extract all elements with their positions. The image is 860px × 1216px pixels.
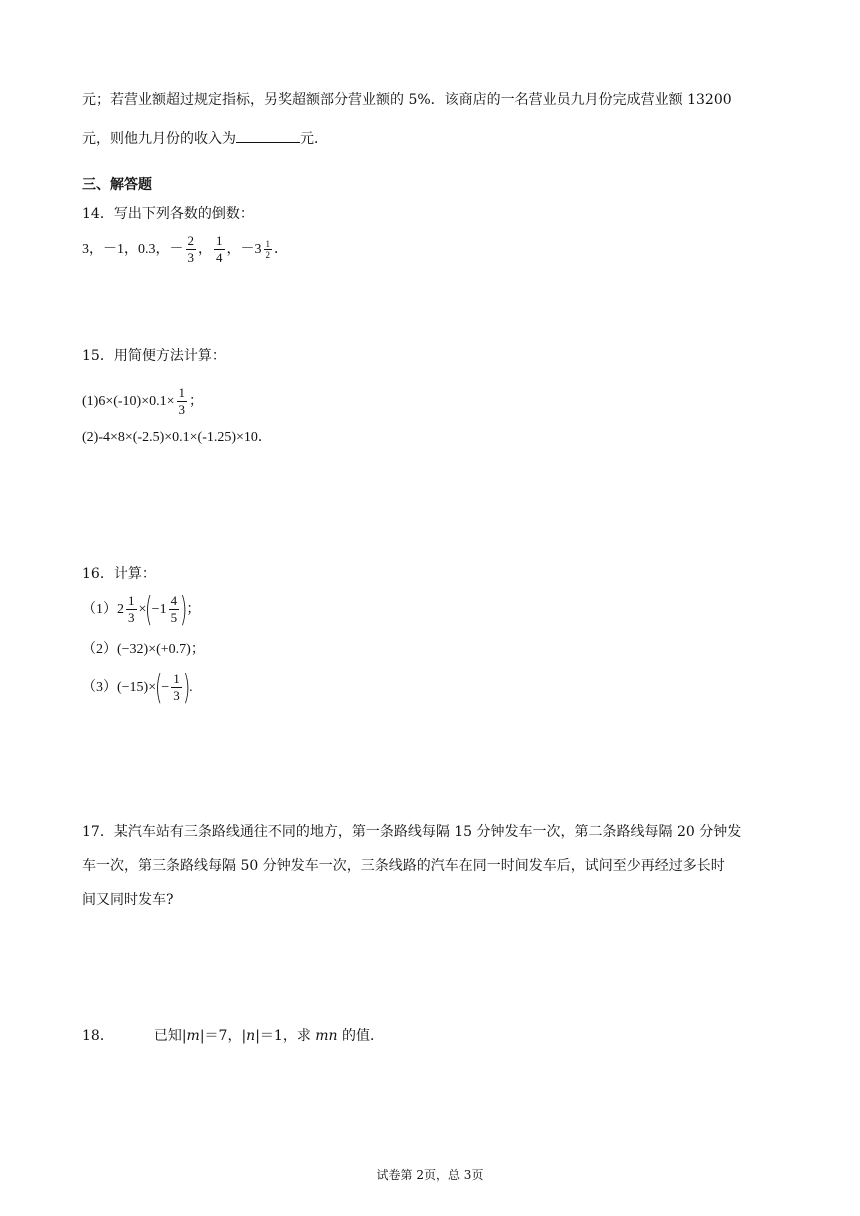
- right-paren: ): [182, 667, 191, 708]
- fraction-denominator: 3: [187, 250, 194, 266]
- separator: ，－3: [226, 242, 262, 257]
- separator: ，: [198, 242, 212, 257]
- fraction-denominator: 5: [170, 610, 178, 626]
- fraction-numerator: 2: [187, 233, 194, 249]
- left-paren: (: [145, 589, 153, 630]
- variable-m: m: [186, 1028, 200, 1044]
- q16-fraction-3: [171, 671, 182, 704]
- fraction-numerator: 1: [128, 593, 135, 609]
- fraction-numerator: 1: [216, 233, 223, 249]
- q13-text: 元，则他九月份的收入为: [82, 131, 236, 147]
- q14-items: [82, 232, 288, 268]
- mixed-whole: −1: [151, 602, 167, 617]
- q13-line-2: [82, 128, 328, 149]
- q16-prompt: 16．计算：: [82, 566, 156, 582]
- semicolon: ；: [189, 394, 203, 409]
- q14-item-text: 3，－1，0.3，－: [82, 242, 184, 257]
- fraction-denominator: 3: [128, 610, 135, 626]
- q15-fraction: [177, 385, 188, 418]
- q17-line-1: 17．某汽车站有三条路线通往不同的地方，第一条路线每隔 15 分钟发车一次，第二条路线每隔 20 分钟发: [82, 824, 742, 840]
- minus-sign: −: [161, 680, 170, 695]
- mixed-whole: 2: [117, 602, 124, 617]
- q14-fraction-2: [214, 233, 225, 266]
- fraction-denominator: 2: [265, 250, 270, 261]
- q18-text: |＝1，求: [255, 1028, 311, 1044]
- q17-line-2: 车一次，第三条路线每隔 50 分钟发车一次，三条线路的汽车在同一时间发车后，试问至少再经过多长时: [82, 858, 725, 874]
- q15-prompt: 15．用简便方法计算：: [82, 348, 226, 364]
- q16-part-2: （2）(−32)×(+0.7)；: [82, 642, 205, 657]
- times-sign: ×: [138, 602, 147, 617]
- q18-text: 已知|: [153, 1028, 187, 1044]
- q14-fraction-3: [264, 239, 273, 260]
- q18-text: 的值．: [342, 1028, 385, 1044]
- part-label: （1）: [82, 602, 117, 617]
- page-footer: 试卷第 2页，总 3页: [376, 1168, 484, 1182]
- section-title: 三、解答题: [82, 177, 152, 193]
- q13-unit: 元．: [300, 131, 328, 147]
- fraction-denominator: 4: [216, 250, 223, 266]
- period: .: [189, 680, 193, 695]
- variable-n: n: [246, 1028, 256, 1044]
- q16-fraction-2: [169, 593, 180, 626]
- q15-part-1: [82, 384, 203, 420]
- q13-line-1: 元；若营业额超过规定指标，另奖超额部分营业额的 5%．该商店的一名营业员九月份完成营业额 13200: [82, 92, 732, 108]
- q14-fraction-1: [186, 233, 197, 266]
- q14-prompt: 14．写出下列各数的倒数：: [82, 206, 254, 222]
- q17-line-3: 间又同时发车?: [82, 892, 174, 908]
- q16-part-1: [82, 590, 200, 630]
- question-number: 18．: [82, 1028, 114, 1044]
- semicolon: ；: [186, 602, 201, 617]
- q15-part-2: (2)-4×8×(-2.5)×0.1×(-1.25)×10．: [82, 430, 272, 445]
- right-paren: ): [180, 589, 188, 630]
- q15-part-1-text: (1)6×(-10)×0.1×: [82, 394, 175, 409]
- variable-mn: mn: [315, 1028, 338, 1044]
- period: ．: [274, 242, 288, 257]
- fraction-numerator: 1: [173, 671, 180, 687]
- part-label: （3）(−15)×: [82, 680, 157, 695]
- fraction-numerator: 1: [265, 239, 270, 250]
- fraction-denominator: 3: [173, 688, 180, 704]
- q16-fraction-1: [126, 593, 137, 626]
- fraction-numerator: 1: [178, 385, 185, 401]
- fraction-numerator: 4: [170, 593, 178, 609]
- left-paren: (: [155, 667, 163, 708]
- q18-text: |＝7，|: [199, 1028, 247, 1044]
- q16-part-3: [82, 668, 193, 708]
- q18: [82, 1026, 384, 1046]
- fraction-denominator: 3: [178, 402, 185, 418]
- answer-blank: [236, 128, 300, 143]
